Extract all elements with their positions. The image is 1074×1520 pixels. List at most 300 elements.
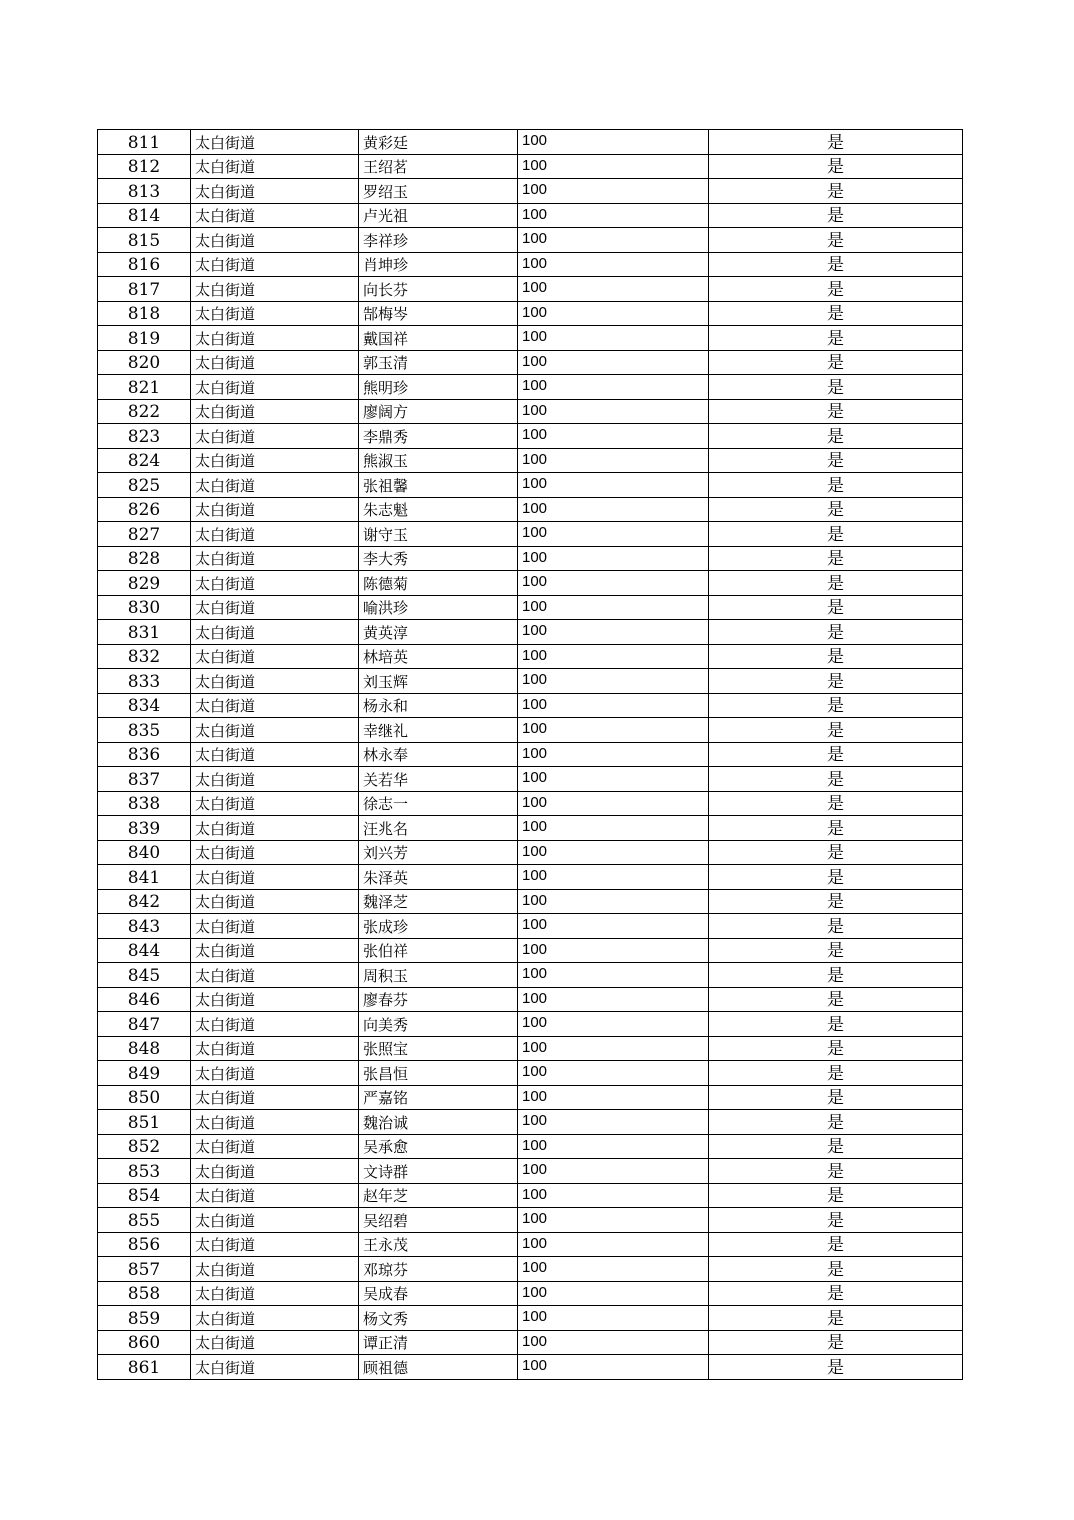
amount-cell: 100 (518, 938, 709, 963)
person-name-cell: 朱志魁 (359, 497, 518, 522)
row-number-cell: 823 (98, 424, 191, 449)
person-name-cell: 向长芬 (359, 277, 518, 302)
status-flag-cell: 是 (709, 1085, 963, 1110)
row-number-cell: 839 (98, 816, 191, 841)
table-row (98, 595, 963, 620)
row-number-cell: 837 (98, 767, 191, 792)
status-flag-cell: 是 (709, 889, 963, 914)
person-name-cell: 郭玉清 (359, 350, 518, 375)
row-number-cell: 816 (98, 252, 191, 277)
table-row (98, 277, 963, 302)
status-flag-cell: 是 (709, 326, 963, 351)
row-number-cell: 826 (98, 497, 191, 522)
table-row (98, 1306, 963, 1331)
row-number-cell: 818 (98, 301, 191, 326)
table-row (98, 1330, 963, 1355)
row-number-cell: 841 (98, 865, 191, 890)
table-row (98, 644, 963, 669)
amount-cell: 100 (518, 1306, 709, 1331)
street-cell: 太白街道 (191, 889, 359, 914)
status-flag-cell: 是 (709, 1012, 963, 1037)
amount-cell: 100 (518, 399, 709, 424)
status-flag-cell: 是 (709, 1208, 963, 1233)
status-flag-cell: 是 (709, 1281, 963, 1306)
street-cell: 太白街道 (191, 326, 359, 351)
status-flag-cell: 是 (709, 1134, 963, 1159)
row-number-cell: 850 (98, 1085, 191, 1110)
person-name-cell: 赵年芝 (359, 1183, 518, 1208)
street-cell: 太白街道 (191, 1085, 359, 1110)
table-row (98, 571, 963, 596)
amount-cell: 100 (518, 791, 709, 816)
table-row (98, 865, 963, 890)
table-row (98, 522, 963, 547)
amount-cell: 100 (518, 130, 709, 155)
table-row (98, 473, 963, 498)
person-name-cell: 陈德菊 (359, 571, 518, 596)
street-cell: 太白街道 (191, 154, 359, 179)
person-name-cell: 张昌恒 (359, 1061, 518, 1086)
street-cell: 太白街道 (191, 179, 359, 204)
status-flag-cell: 是 (709, 1355, 963, 1380)
table-row (98, 767, 963, 792)
person-name-cell: 杨永和 (359, 693, 518, 718)
amount-cell: 100 (518, 1159, 709, 1184)
amount-cell: 100 (518, 350, 709, 375)
person-name-cell: 汪兆名 (359, 816, 518, 841)
street-cell: 太白街道 (191, 1208, 359, 1233)
street-cell: 太白街道 (191, 914, 359, 939)
amount-cell: 100 (518, 375, 709, 400)
status-flag-cell: 是 (709, 914, 963, 939)
status-flag-cell: 是 (709, 595, 963, 620)
amount-cell: 100 (518, 448, 709, 473)
person-name-cell: 林永奉 (359, 742, 518, 767)
table-row (98, 1012, 963, 1037)
status-flag-cell: 是 (709, 399, 963, 424)
table-row (98, 1159, 963, 1184)
amount-cell: 100 (518, 987, 709, 1012)
street-cell: 太白街道 (191, 767, 359, 792)
row-number-cell: 858 (98, 1281, 191, 1306)
person-name-cell: 吴绍碧 (359, 1208, 518, 1233)
row-number-cell: 811 (98, 130, 191, 155)
status-flag-cell: 是 (709, 1257, 963, 1282)
row-number-cell: 843 (98, 914, 191, 939)
person-name-cell: 吴承愈 (359, 1134, 518, 1159)
person-name-cell: 熊明珍 (359, 375, 518, 400)
status-flag-cell: 是 (709, 644, 963, 669)
status-flag-cell: 是 (709, 522, 963, 547)
row-number-cell: 840 (98, 840, 191, 865)
street-cell: 太白街道 (191, 571, 359, 596)
row-number-cell: 860 (98, 1330, 191, 1355)
person-name-cell: 文诗群 (359, 1159, 518, 1184)
amount-cell: 100 (518, 179, 709, 204)
row-number-cell: 834 (98, 693, 191, 718)
status-flag-cell: 是 (709, 497, 963, 522)
person-name-cell: 喻洪珍 (359, 595, 518, 620)
street-cell: 太白街道 (191, 375, 359, 400)
person-name-cell: 张伯祥 (359, 938, 518, 963)
person-name-cell: 幸继礼 (359, 718, 518, 743)
status-flag-cell: 是 (709, 1159, 963, 1184)
table-row (98, 669, 963, 694)
street-cell: 太白街道 (191, 791, 359, 816)
amount-cell: 100 (518, 277, 709, 302)
row-number-cell: 851 (98, 1110, 191, 1135)
street-cell: 太白街道 (191, 595, 359, 620)
row-number-cell: 857 (98, 1257, 191, 1282)
amount-cell: 100 (518, 1232, 709, 1257)
table-row (98, 424, 963, 449)
street-cell: 太白街道 (191, 301, 359, 326)
person-name-cell: 周积玉 (359, 963, 518, 988)
row-number-cell: 838 (98, 791, 191, 816)
street-cell: 太白街道 (191, 1159, 359, 1184)
table-row (98, 938, 963, 963)
table-row (98, 375, 963, 400)
table-row (98, 963, 963, 988)
amount-cell: 100 (518, 1208, 709, 1233)
row-number-cell: 859 (98, 1306, 191, 1331)
person-name-cell: 罗绍玉 (359, 179, 518, 204)
street-cell: 太白街道 (191, 816, 359, 841)
person-name-cell: 卢光祖 (359, 203, 518, 228)
status-flag-cell: 是 (709, 448, 963, 473)
amount-cell: 100 (518, 693, 709, 718)
street-cell: 太白街道 (191, 693, 359, 718)
amount-cell: 100 (518, 1061, 709, 1086)
table-row (98, 693, 963, 718)
row-number-cell: 819 (98, 326, 191, 351)
status-flag-cell: 是 (709, 252, 963, 277)
person-name-cell: 郜梅岑 (359, 301, 518, 326)
table-row (98, 130, 963, 155)
street-cell: 太白街道 (191, 1036, 359, 1061)
row-number-cell: 852 (98, 1134, 191, 1159)
amount-cell: 100 (518, 203, 709, 228)
table-row (98, 1036, 963, 1061)
amount-cell: 100 (518, 571, 709, 596)
amount-cell: 100 (518, 669, 709, 694)
amount-cell: 100 (518, 865, 709, 890)
row-number-cell: 861 (98, 1355, 191, 1380)
status-flag-cell: 是 (709, 1061, 963, 1086)
status-flag-cell: 是 (709, 179, 963, 204)
status-flag-cell: 是 (709, 963, 963, 988)
street-cell: 太白街道 (191, 130, 359, 155)
table-row (98, 1134, 963, 1159)
street-cell: 太白街道 (191, 987, 359, 1012)
status-flag-cell: 是 (709, 767, 963, 792)
street-cell: 太白街道 (191, 448, 359, 473)
person-name-cell: 向美秀 (359, 1012, 518, 1037)
row-number-cell: 845 (98, 963, 191, 988)
table-row (98, 840, 963, 865)
roster-table (97, 129, 963, 1380)
street-cell: 太白街道 (191, 1257, 359, 1282)
status-flag-cell: 是 (709, 130, 963, 155)
row-number-cell: 846 (98, 987, 191, 1012)
status-flag-cell: 是 (709, 375, 963, 400)
amount-cell: 100 (518, 767, 709, 792)
amount-cell: 100 (518, 1036, 709, 1061)
amount-cell: 100 (518, 1257, 709, 1282)
status-flag-cell: 是 (709, 840, 963, 865)
status-flag-cell: 是 (709, 987, 963, 1012)
person-name-cell: 李祥珍 (359, 228, 518, 253)
street-cell: 太白街道 (191, 865, 359, 890)
street-cell: 太白街道 (191, 424, 359, 449)
amount-cell: 100 (518, 1134, 709, 1159)
table-row (98, 1281, 963, 1306)
person-name-cell: 朱泽英 (359, 865, 518, 890)
person-name-cell: 魏泽芝 (359, 889, 518, 914)
table-row (98, 1183, 963, 1208)
amount-cell: 100 (518, 816, 709, 841)
table-row (98, 154, 963, 179)
status-flag-cell: 是 (709, 301, 963, 326)
street-cell: 太白街道 (191, 546, 359, 571)
street-cell: 太白街道 (191, 228, 359, 253)
street-cell: 太白街道 (191, 1355, 359, 1380)
street-cell: 太白街道 (191, 1110, 359, 1135)
amount-cell: 100 (518, 522, 709, 547)
row-number-cell: 829 (98, 571, 191, 596)
amount-cell: 100 (518, 424, 709, 449)
row-number-cell: 854 (98, 1183, 191, 1208)
row-number-cell: 821 (98, 375, 191, 400)
amount-cell: 100 (518, 1183, 709, 1208)
table-row (98, 889, 963, 914)
person-name-cell: 张祖馨 (359, 473, 518, 498)
amount-cell: 100 (518, 1355, 709, 1380)
street-cell: 太白街道 (191, 620, 359, 645)
table-row (98, 497, 963, 522)
person-name-cell: 黄英淳 (359, 620, 518, 645)
person-name-cell: 关若华 (359, 767, 518, 792)
row-number-cell: 827 (98, 522, 191, 547)
row-number-cell: 825 (98, 473, 191, 498)
amount-cell: 100 (518, 889, 709, 914)
street-cell: 太白街道 (191, 938, 359, 963)
row-number-cell: 853 (98, 1159, 191, 1184)
row-number-cell: 836 (98, 742, 191, 767)
table-row (98, 1355, 963, 1380)
row-number-cell: 848 (98, 1036, 191, 1061)
status-flag-cell: 是 (709, 1110, 963, 1135)
row-number-cell: 822 (98, 399, 191, 424)
row-number-cell: 828 (98, 546, 191, 571)
table-row (98, 326, 963, 351)
status-flag-cell: 是 (709, 816, 963, 841)
row-number-cell: 833 (98, 669, 191, 694)
table-row (98, 252, 963, 277)
street-cell: 太白街道 (191, 252, 359, 277)
row-number-cell: 820 (98, 350, 191, 375)
amount-cell: 100 (518, 1330, 709, 1355)
status-flag-cell: 是 (709, 620, 963, 645)
table-row (98, 179, 963, 204)
street-cell: 太白街道 (191, 1306, 359, 1331)
street-cell: 太白街道 (191, 1061, 359, 1086)
person-name-cell: 徐志一 (359, 791, 518, 816)
row-number-cell: 815 (98, 228, 191, 253)
street-cell: 太白街道 (191, 1281, 359, 1306)
table-row (98, 816, 963, 841)
row-number-cell: 817 (98, 277, 191, 302)
table-row (98, 301, 963, 326)
status-flag-cell: 是 (709, 203, 963, 228)
status-flag-cell: 是 (709, 865, 963, 890)
status-flag-cell: 是 (709, 693, 963, 718)
street-cell: 太白街道 (191, 963, 359, 988)
amount-cell: 100 (518, 326, 709, 351)
row-number-cell: 812 (98, 154, 191, 179)
amount-cell: 100 (518, 154, 709, 179)
amount-cell: 100 (518, 546, 709, 571)
person-name-cell: 魏治诚 (359, 1110, 518, 1135)
table-row (98, 203, 963, 228)
amount-cell: 100 (518, 228, 709, 253)
roster-table-body (98, 130, 963, 1380)
table-row (98, 742, 963, 767)
amount-cell: 100 (518, 473, 709, 498)
amount-cell: 100 (518, 497, 709, 522)
row-number-cell: 856 (98, 1232, 191, 1257)
row-number-cell: 835 (98, 718, 191, 743)
person-name-cell: 黄彩廷 (359, 130, 518, 155)
street-cell: 太白街道 (191, 1330, 359, 1355)
row-number-cell: 847 (98, 1012, 191, 1037)
person-name-cell: 刘玉辉 (359, 669, 518, 694)
amount-cell: 100 (518, 1012, 709, 1037)
status-flag-cell: 是 (709, 1036, 963, 1061)
amount-cell: 100 (518, 742, 709, 767)
street-cell: 太白街道 (191, 1232, 359, 1257)
amount-cell: 100 (518, 1281, 709, 1306)
status-flag-cell: 是 (709, 1330, 963, 1355)
row-number-cell: 824 (98, 448, 191, 473)
amount-cell: 100 (518, 1085, 709, 1110)
street-cell: 太白街道 (191, 277, 359, 302)
row-number-cell: 855 (98, 1208, 191, 1233)
amount-cell: 100 (518, 252, 709, 277)
table-row (98, 718, 963, 743)
person-name-cell: 刘兴芳 (359, 840, 518, 865)
street-cell: 太白街道 (191, 497, 359, 522)
row-number-cell: 813 (98, 179, 191, 204)
street-cell: 太白街道 (191, 840, 359, 865)
table-row (98, 914, 963, 939)
amount-cell: 100 (518, 914, 709, 939)
row-number-cell: 831 (98, 620, 191, 645)
amount-cell: 100 (518, 840, 709, 865)
person-name-cell: 谭正清 (359, 1330, 518, 1355)
table-row (98, 399, 963, 424)
status-flag-cell: 是 (709, 350, 963, 375)
street-cell: 太白街道 (191, 399, 359, 424)
table-row (98, 228, 963, 253)
amount-cell: 100 (518, 718, 709, 743)
amount-cell: 100 (518, 644, 709, 669)
status-flag-cell: 是 (709, 718, 963, 743)
table-row (98, 791, 963, 816)
person-name-cell: 熊淑玉 (359, 448, 518, 473)
status-flag-cell: 是 (709, 669, 963, 694)
person-name-cell: 李大秀 (359, 546, 518, 571)
street-cell: 太白街道 (191, 1183, 359, 1208)
street-cell: 太白街道 (191, 1134, 359, 1159)
person-name-cell: 谢守玉 (359, 522, 518, 547)
person-name-cell: 王绍茗 (359, 154, 518, 179)
person-name-cell: 廖阔方 (359, 399, 518, 424)
status-flag-cell: 是 (709, 742, 963, 767)
street-cell: 太白街道 (191, 350, 359, 375)
street-cell: 太白街道 (191, 644, 359, 669)
person-name-cell: 林培英 (359, 644, 518, 669)
street-cell: 太白街道 (191, 669, 359, 694)
amount-cell: 100 (518, 963, 709, 988)
street-cell: 太白街道 (191, 203, 359, 228)
status-flag-cell: 是 (709, 1183, 963, 1208)
status-flag-cell: 是 (709, 791, 963, 816)
table-row (98, 546, 963, 571)
person-name-cell: 肖坤珍 (359, 252, 518, 277)
street-cell: 太白街道 (191, 718, 359, 743)
street-cell: 太白街道 (191, 1012, 359, 1037)
table-row (98, 1061, 963, 1086)
person-name-cell: 严嘉铭 (359, 1085, 518, 1110)
status-flag-cell: 是 (709, 1232, 963, 1257)
row-number-cell: 832 (98, 644, 191, 669)
row-number-cell: 842 (98, 889, 191, 914)
table-row (98, 1257, 963, 1282)
table-row (98, 1085, 963, 1110)
person-name-cell: 廖春芬 (359, 987, 518, 1012)
street-cell: 太白街道 (191, 522, 359, 547)
status-flag-cell: 是 (709, 424, 963, 449)
table-row (98, 1232, 963, 1257)
person-name-cell: 张照宝 (359, 1036, 518, 1061)
status-flag-cell: 是 (709, 1306, 963, 1331)
person-name-cell: 李鼎秀 (359, 424, 518, 449)
row-number-cell: 814 (98, 203, 191, 228)
status-flag-cell: 是 (709, 228, 963, 253)
person-name-cell: 王永茂 (359, 1232, 518, 1257)
person-name-cell: 顾祖德 (359, 1355, 518, 1380)
amount-cell: 100 (518, 620, 709, 645)
amount-cell: 100 (518, 301, 709, 326)
street-cell: 太白街道 (191, 742, 359, 767)
person-name-cell: 张成珍 (359, 914, 518, 939)
row-number-cell: 849 (98, 1061, 191, 1086)
row-number-cell: 830 (98, 595, 191, 620)
status-flag-cell: 是 (709, 277, 963, 302)
status-flag-cell: 是 (709, 938, 963, 963)
person-name-cell: 戴国祥 (359, 326, 518, 351)
status-flag-cell: 是 (709, 546, 963, 571)
person-name-cell: 邓琼芬 (359, 1257, 518, 1282)
status-flag-cell: 是 (709, 473, 963, 498)
row-number-cell: 844 (98, 938, 191, 963)
person-name-cell: 杨文秀 (359, 1306, 518, 1331)
amount-cell: 100 (518, 1110, 709, 1135)
status-flag-cell: 是 (709, 154, 963, 179)
table-row (98, 1208, 963, 1233)
table-row (98, 1110, 963, 1135)
